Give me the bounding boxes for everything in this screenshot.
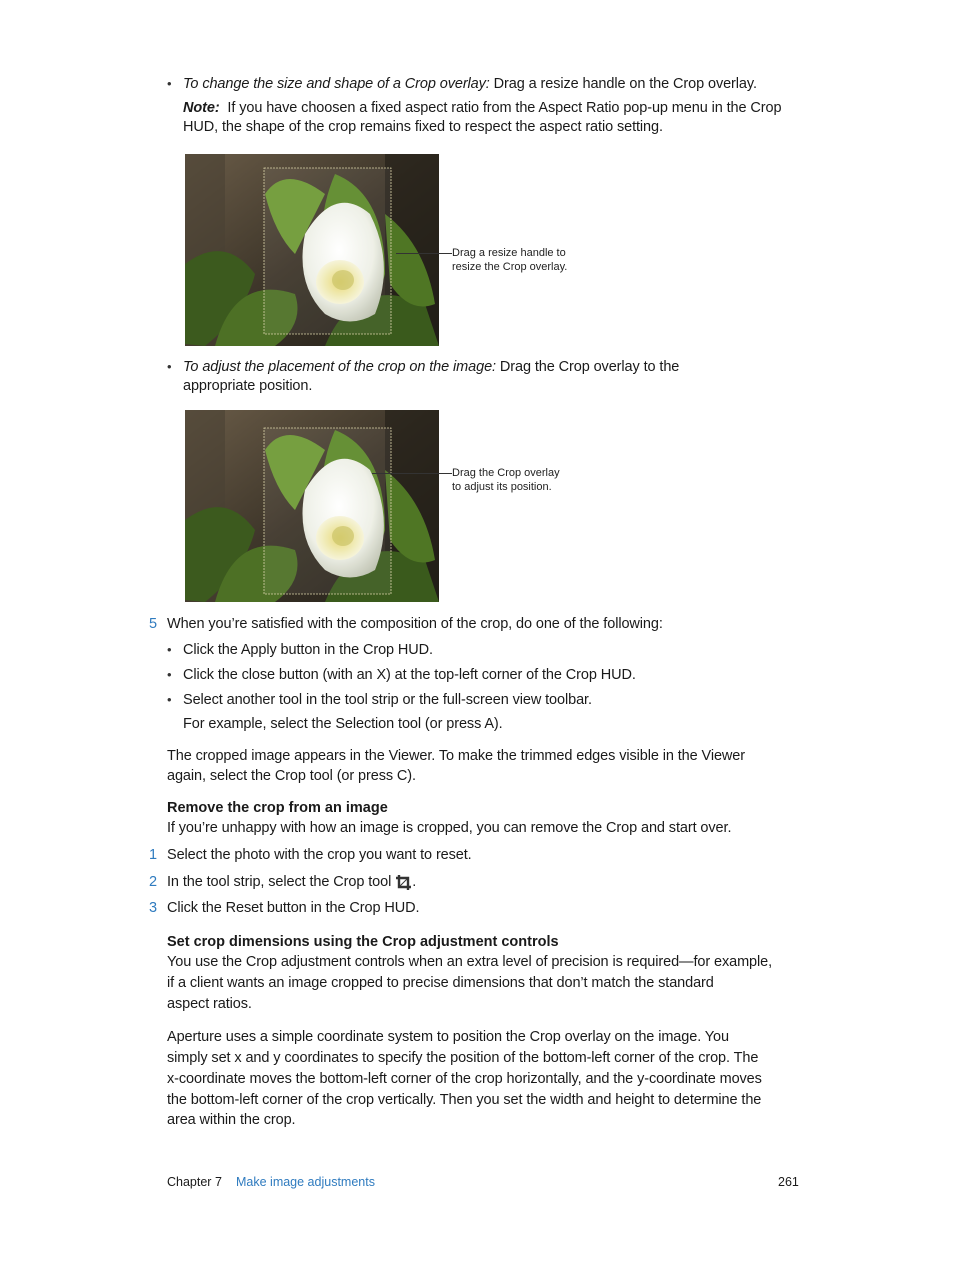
- note-line2: HUD, the shape of the crop remains fixed to respect the aspect ratio setting.: [183, 119, 663, 135]
- page-number: 261: [778, 1175, 799, 1189]
- section-heading: Set crop dimensions using the Crop adjustment controls: [167, 934, 559, 950]
- bullet-text: Drag the Crop overlay to the: [495, 359, 680, 375]
- list-item: Select another tool in the tool strip or the full-screen view toolbar.: [183, 692, 592, 708]
- section-intro: If you’re unhappy with how an image is cropped, you can remove the Crop and start over.: [167, 820, 732, 836]
- bullet-dot: •: [167, 359, 172, 374]
- paragraph-line: if a client wants an image cropped to precise dimensions that don’t match the standard: [167, 975, 714, 991]
- step-number: 2: [149, 874, 158, 890]
- paragraph-line: simply set x and y coordinates to specify the position of the bottom-left corner of the crop. The: [167, 1050, 759, 1066]
- note-label: Note:: [183, 100, 220, 116]
- callout-line2: resize the Crop overlay.: [452, 261, 568, 273]
- list-item: Click the close button (with an X) at the top-left corner of the Crop HUD.: [183, 667, 636, 683]
- paragraph-line: You use the Crop adjustment controls when an extra level of precision is required—for example,: [167, 954, 773, 970]
- list-item: Click the Apply button in the Crop HUD.: [183, 642, 433, 658]
- paragraph-line: aspect ratios.: [167, 996, 252, 1012]
- bullet-dot: •: [167, 667, 172, 682]
- step-text-with-icon: [167, 872, 416, 892]
- note: [183, 98, 781, 118]
- example-text: For example, select the Selection tool (or press A).: [183, 716, 503, 732]
- note-line1: If you have choosen a fixed aspect ratio from the Aspect Ratio pop-up menu in the Crop: [227, 100, 782, 116]
- step-number: 5: [149, 616, 158, 632]
- figure1-callout: [452, 246, 567, 274]
- bullet-lead: To adjust the placement of the crop on the image:: [183, 359, 496, 375]
- step-text: Select the photo with the crop you want to reset.: [167, 847, 472, 863]
- callout-line1: Drag the Crop overlay: [452, 467, 560, 479]
- step-number: 3: [149, 900, 158, 916]
- footer-chapter-link[interactable]: Make image adjustments: [236, 1175, 375, 1189]
- footer-chapter: Chapter 7: [167, 1175, 222, 1189]
- callout-leader: [396, 253, 452, 254]
- bullet-change-size: [183, 74, 757, 94]
- callout-line1: Drag a resize handle to: [452, 247, 566, 259]
- paragraph-line: Aperture uses a simple coordinate system to position the Crop overlay on the image. You: [167, 1029, 729, 1045]
- bullet-dot: •: [167, 642, 172, 657]
- paragraph-line: the bottom-left corner of the crop vertically. Then you set the width and height to determine the: [167, 1092, 762, 1108]
- lily-photo-position: [185, 410, 439, 602]
- lily-photo-resize: [185, 154, 439, 346]
- bullet-text: Drag a resize handle on the Crop overlay.: [489, 76, 757, 92]
- step-text: Click the Reset button in the Crop HUD.: [167, 900, 420, 916]
- paragraph-line: area within the crop.: [167, 1112, 296, 1128]
- callout-leader: [372, 473, 452, 474]
- figure2-callout: [452, 466, 560, 494]
- step5-text: When you’re satisfied with the composition of the crop, do one of the following:: [167, 616, 663, 632]
- bullet-lead: To change the size and shape of a Crop overlay:: [183, 76, 490, 92]
- bullet-dot: •: [167, 76, 172, 91]
- paragraph-line: x-coordinate moves the bottom-left corner of the crop horizontally, and the y-coordinate moves: [167, 1071, 762, 1087]
- bullet-adjust-placement: [183, 357, 679, 377]
- bullet-dot: •: [167, 692, 172, 707]
- callout-line2: to adjust its position.: [452, 481, 552, 493]
- paragraph-line: again, select the Crop tool (or press C).: [167, 768, 416, 784]
- step-text: In the tool strip, select the Crop tool: [167, 874, 392, 890]
- paragraph-line: The cropped image appears in the Viewer. To make the trimmed edges visible in the Viewer: [167, 748, 745, 764]
- bullet-line2: appropriate position.: [183, 378, 313, 394]
- crop-icon: [395, 874, 412, 891]
- section-heading: Remove the crop from an image: [167, 800, 388, 816]
- step-number: 1: [149, 847, 158, 863]
- step-suffix: .: [412, 874, 417, 890]
